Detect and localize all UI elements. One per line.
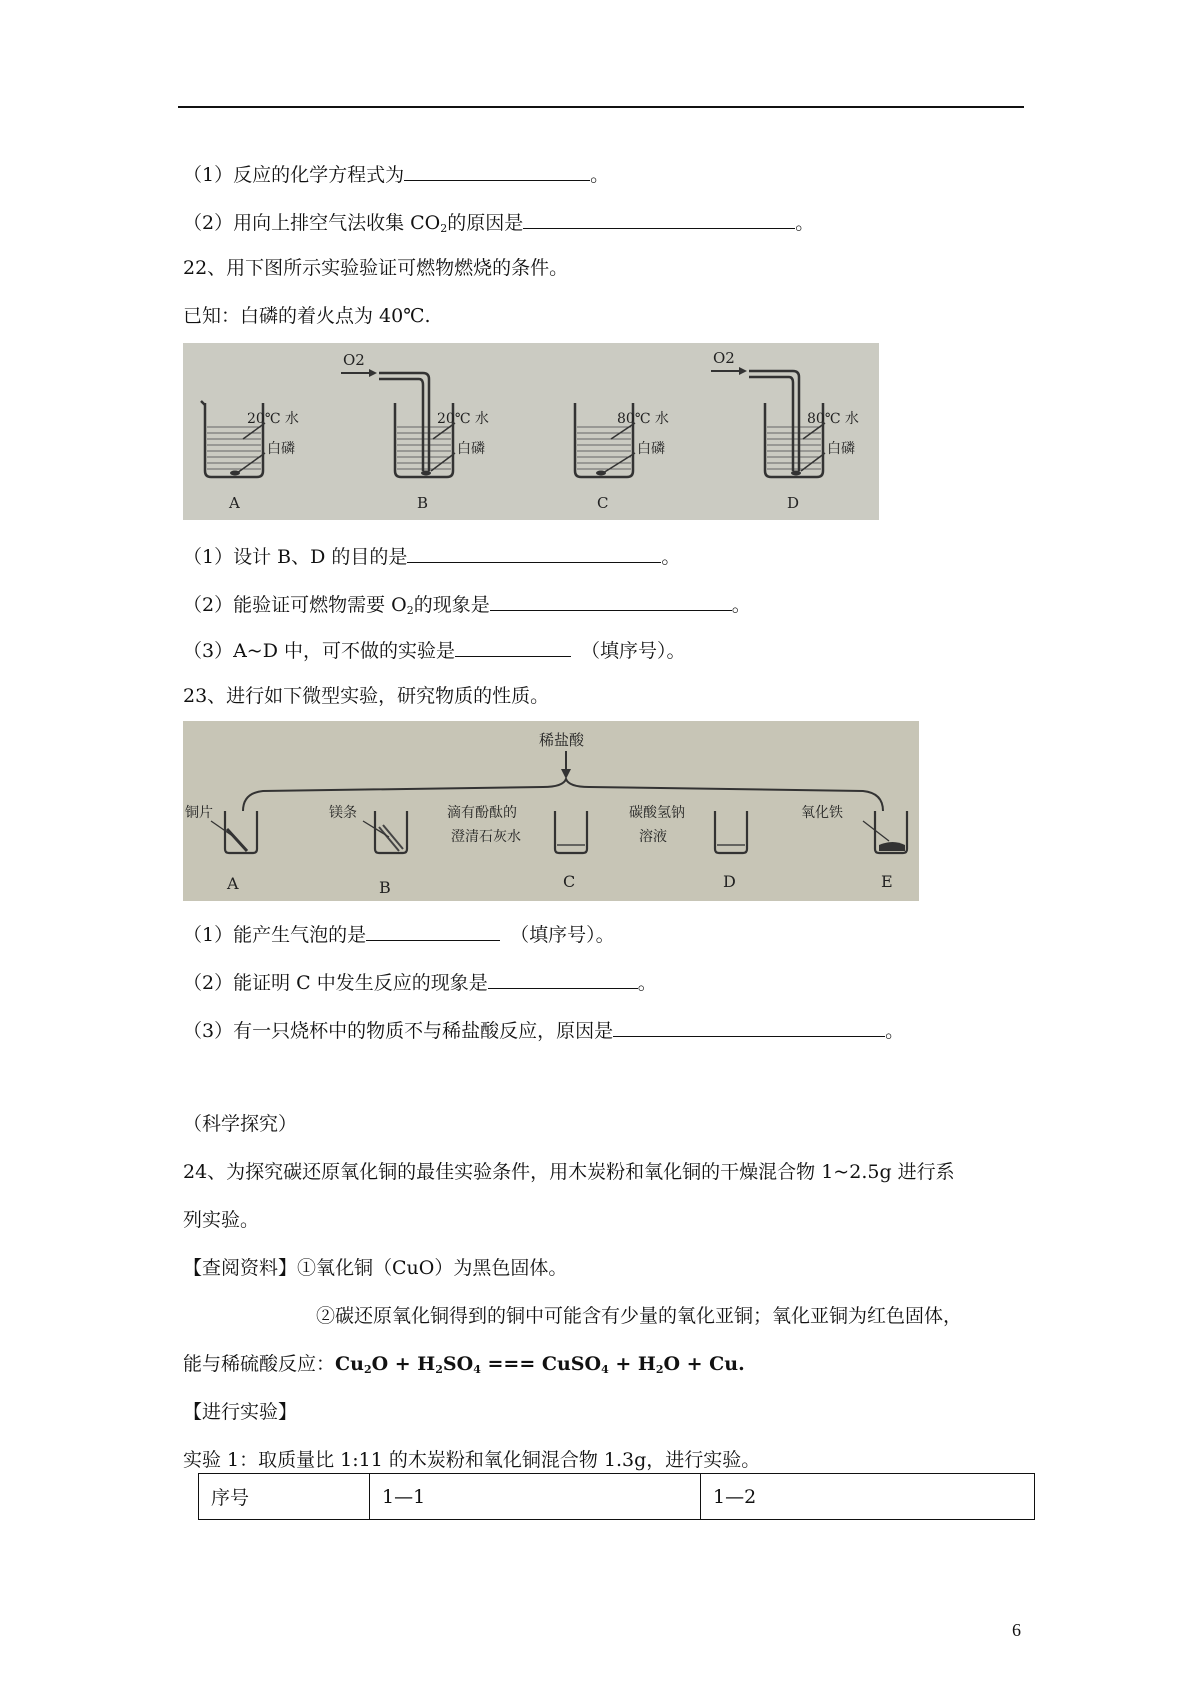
substance-label-b: 白磷 <box>457 441 485 457</box>
q22-part2: （2）能验证可燃物需要 $O_2$的现象是 。 <box>183 590 751 623</box>
table-header-cell: 序号 <box>199 1474 370 1520</box>
label-c-2: 澄清石灰水 <box>451 829 521 845</box>
answer-blank[interactable] <box>407 542 661 563</box>
q23-part1: （1）能产生气泡的是 （填序号）。 <box>183 920 615 947</box>
q22-part3: （3）A~D 中，可不做的实验是 （填序号）。 <box>183 636 686 663</box>
label-d-1: 碳酸氢钠 <box>629 805 685 821</box>
q24-reference-2: ②碳还原氧化铜得到的铜中可能含有少量的氧化亚铜；氧化亚铜为红色固体， <box>316 1305 963 1327</box>
page-number: 6 <box>1012 1620 1021 1640</box>
table-cell: 1—2 <box>701 1474 1035 1520</box>
section-label: （科学探究） <box>183 1113 298 1135</box>
q24-reference-3: 能与稀硫酸反应：$Cu_2O + H_2SO_4$ === CuSO$_4$ + $H_2O + Cu$. <box>183 1353 745 1376</box>
temp-label-a: 20℃ 水 <box>247 411 299 427</box>
q23-part3: （3）有一只烧杯中的物质不与稀盐酸反应，原因是 。 <box>183 1016 904 1043</box>
letter-d: D <box>787 494 800 512</box>
substance-label-c: 白磷 <box>637 441 665 457</box>
table-row <box>199 1474 1035 1520</box>
q24-experiment-1: 实验 1：取质量比 1:11 的木炭粉和氧化铜混合物 1.3g，进行实验。 <box>183 1449 761 1471</box>
label-d-2: 溶液 <box>639 829 667 845</box>
letter-e: E <box>881 872 893 891</box>
o2-label-b: O2 <box>343 351 365 369</box>
q22-part1: （1）设计 B、D 的目的是 。 <box>183 542 680 569</box>
label-b: 镁条 <box>329 805 357 821</box>
acid-reaction-figure <box>183 721 919 901</box>
letter-b: B <box>417 494 429 512</box>
q24-reference-1: 【查阅资料】①氧化铜（CuO）为黑色固体。 <box>183 1257 568 1279</box>
letter-a: A <box>227 874 239 893</box>
q21-part1: （1）反应的化学方程式为 。 <box>183 160 609 187</box>
answer-blank[interactable] <box>488 968 638 989</box>
combustion-experiment-figure <box>183 343 879 520</box>
table-cell: 1—1 <box>370 1474 701 1520</box>
q22-title: 22、用下图所示实验验证可燃物燃烧的条件。 <box>183 257 569 279</box>
temp-label-d: 80℃ 水 <box>807 411 859 427</box>
q24-intro-line1: 24、为探究碳还原氧化铜的最佳实验条件，用木炭粉和氧化铜的干燥混合物 1~2.5g 进行系 <box>183 1161 955 1183</box>
letter-c: C <box>597 494 609 512</box>
letter-c: C <box>563 872 576 891</box>
q21-part2: （2）用向上排空气法收集 $CO_2$的原因是 。 <box>183 208 814 241</box>
letter-d: D <box>723 872 736 891</box>
experiment-table <box>198 1473 1035 1520</box>
substance-label-a: 白磷 <box>267 441 295 457</box>
substance-label-d: 白磷 <box>827 441 855 457</box>
acid-label: 稀盐酸 <box>539 731 585 749</box>
letter-b: B <box>379 878 391 897</box>
answer-blank[interactable] <box>366 920 500 941</box>
q22-known: 已知：白磷的着火点为 40℃. <box>183 305 431 327</box>
label-e: 氧化铁 <box>801 805 843 821</box>
answer-blank[interactable] <box>455 636 571 657</box>
answer-blank[interactable] <box>523 208 795 229</box>
answer-blank[interactable] <box>490 590 732 611</box>
header-rule <box>178 106 1024 108</box>
reaction-equation: $Cu_2O + H_2SO_4$ === CuSO$_4$ + $H_2O + Cu$. <box>335 1353 745 1376</box>
temp-label-c: 80℃ 水 <box>617 411 669 427</box>
q23-part2: （2）能证明 C 中发生反应的现象是 。 <box>183 968 657 995</box>
temp-label-b: 20℃ 水 <box>437 411 489 427</box>
answer-blank[interactable] <box>613 1016 885 1037</box>
letter-a: A <box>229 494 240 512</box>
q24-experiment-header: 【进行实验】 <box>183 1401 298 1423</box>
q24-intro-line2: 列实验。 <box>183 1209 260 1231</box>
label-c-1: 滴有酚酞的 <box>447 805 517 821</box>
q23-title: 23、进行如下微型实验，研究物质的性质。 <box>183 685 550 707</box>
o2-label-d: O2 <box>713 349 735 367</box>
label-a: 铜片 <box>185 805 213 821</box>
answer-blank[interactable] <box>404 160 590 181</box>
